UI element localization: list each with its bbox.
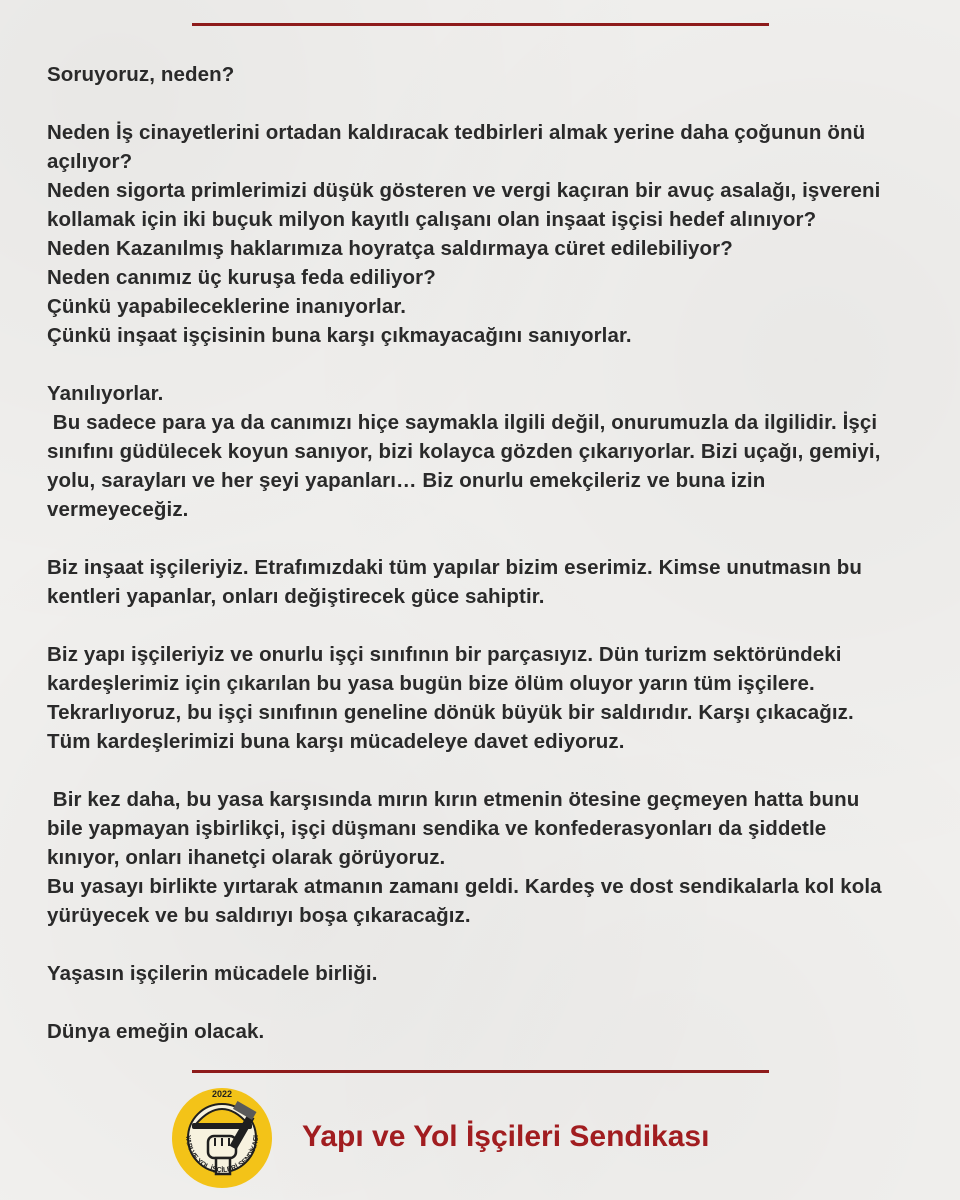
statement-line: Çünkü yapabileceklerine inanıyorlar. xyxy=(47,295,407,318)
statement-line xyxy=(47,350,927,379)
statement-line xyxy=(47,89,927,118)
statement-body xyxy=(47,60,927,1046)
statement-line: Neden sigorta primlerimizi düşük gösteren ve vergi kaçıran bir avuç asalağı, işvereni xyxy=(47,179,881,202)
statement-line xyxy=(47,611,927,640)
statement-line: bile yapmayan işbirlikçi, işçi düşmanı sendika ve konfederasyonları da şiddetle xyxy=(47,817,827,840)
statement-line: yürüyecek ve bu saldırıyı boşa çıkaracağız. xyxy=(47,904,471,927)
footer xyxy=(166,1080,866,1195)
statement-line: Neden İş cinayetlerini ortadan kaldıracak tedbirleri almak yerine daha çoğunun önü xyxy=(47,121,866,144)
top-divider xyxy=(192,23,769,26)
svg-text:YAPI VE YOL İŞÇİLERİ SENDİKASI: YAPI VE YOL İŞÇİLERİ SENDİKASI xyxy=(183,1134,261,1175)
statement-line: kollamak için iki buçuk milyon kayıtlı çalışanı olan inşaat işçisi hedef alınıyor? xyxy=(47,208,817,231)
statement-line: Neden Kazanılmış haklarımıza hoyratça saldırmaya cüret edilebiliyor? xyxy=(47,237,733,260)
statement-line: Tekrarlıyoruz, bu işçi sınıfının geneline dönük büyük bir saldırıdır. Karşı çıkacağız. xyxy=(47,701,854,724)
statement-line: vermeyeceğiz. xyxy=(47,498,189,521)
union-logo-icon xyxy=(166,1080,278,1192)
statement-line: Biz inşaat işçileriyiz. Etrafımızdaki tüm yapılar bizim eserimiz. Kimse unutmasın bu xyxy=(47,556,862,579)
statement-line: kınıyor, onları ihanetçi olarak görüyoruz. xyxy=(47,846,446,869)
statement-line xyxy=(47,756,927,785)
statement-line: Yaşasın işçilerin mücadele birliği. xyxy=(47,962,378,985)
statement-line: kardeşlerimiz için çıkarılan bu yasa bugün bize ölüm oluyor yarın tüm işçilere. xyxy=(47,672,815,695)
statement-line xyxy=(47,930,927,959)
statement-line: açılıyor? xyxy=(47,150,133,173)
statement-line: Çünkü inşaat işçisinin buna karşı çıkmayacağını sanıyorlar. xyxy=(47,324,632,347)
bottom-divider xyxy=(192,1070,769,1073)
statement-line: Soruyoruz, neden? xyxy=(47,63,235,86)
statement-line xyxy=(47,524,927,553)
statement-line: Dünya emeğin olacak. xyxy=(47,1020,265,1043)
statement-line: Yanılıyorlar. xyxy=(47,382,164,405)
statement-line: kentleri yapanlar, onları değiştirecek güce sahiptir. xyxy=(47,585,545,608)
statement-line: yolu, sarayları ve her şeyi yapanları… Biz onurlu emekçileriz ve buna izin xyxy=(47,469,766,492)
statement-line: Bir kez daha, bu yasa karşısında mırın kırın etmenin ötesine geçmeyen hatta bunu xyxy=(47,788,860,811)
svg-text:2022: 2022 xyxy=(211,1089,233,1099)
statement-line: Tüm kardeşlerimizi buna karşı mücadeleye davet ediyoruz. xyxy=(47,730,625,753)
statement-line xyxy=(47,988,927,1017)
statement-line: sınıfını güdülecek koyun sanıyor, bizi kolayca gözden çıkarıyorlar. Bizi uçağı, gemiyi, xyxy=(47,440,881,463)
statement-line: Neden canımız üç kuruşa feda ediliyor? xyxy=(47,266,436,289)
statement-line: Bu yasayı birlikte yırtarak atmanın zamanı geldi. Kardeş ve dost sendikalarla kol kola xyxy=(47,875,882,898)
statement-line: Bu sadece para ya da canımızı hiçe saymakla ilgili değil, onurumuzla da ilgilidir. İşçi xyxy=(47,411,878,434)
union-name: Yapı ve Yol İşçileri Sendikası xyxy=(302,1120,710,1153)
statement-line: Biz yapı işçileriyiz ve onurlu işçi sınıfının bir parçasıyız. Dün turizm sektöründeki xyxy=(47,643,842,666)
